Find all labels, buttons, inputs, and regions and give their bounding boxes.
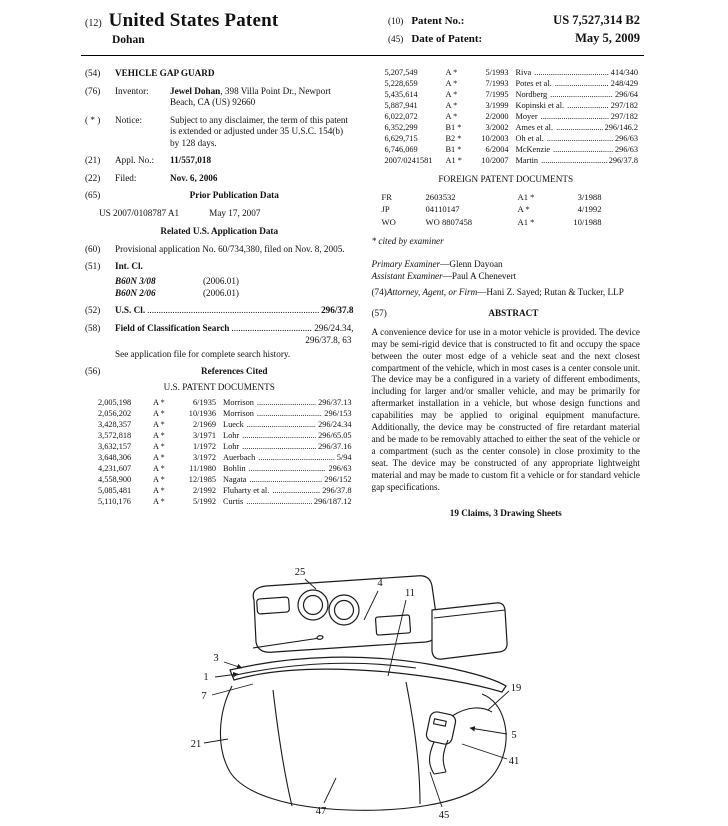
date-of-patent-label: Date of Patent: [411,33,483,45]
citation-row [385,101,639,112]
appl-no-value: 11/557,018 [170,155,212,165]
citation-kind: A * [445,111,458,121]
citation-date: 1/1972 [192,442,216,452]
int-cl-list [85,275,354,300]
primary-examiner-line [372,258,641,270]
citation-class: 414/340 [610,68,638,77]
dot-leader [541,112,609,123]
cup-holder-right-inner [335,601,354,620]
citation-name: Nordberg [515,89,548,99]
foreign-kind: A1 * [517,191,535,202]
us-cl-value: 296/37.8 [321,305,354,316]
leader-5 [470,728,507,734]
figure-callout-3: 3 [213,653,219,664]
patent-drawing [158,558,582,822]
citation-date: 3/1972 [192,453,216,463]
citation-name: Riva [515,68,532,77]
field-search-value-1: 296/24.34, [314,322,354,333]
citation-row [385,79,639,90]
citation-kind: A * [153,398,165,408]
related-application-heading: Related U.S. Application Data [160,226,279,236]
header-right [388,10,640,49]
citation-date: 2/1969 [192,420,216,430]
citation-class: 296/146.2 [604,122,638,132]
figure-callout-19: 19 [510,683,522,694]
foreign-number: 2603532 [425,191,456,202]
figure-callout-1: 1 [203,672,209,683]
search-history-note: See application file for complete search history. [115,348,291,359]
attorney-line [372,287,641,299]
seat-outline [220,686,506,810]
dot-leader [541,156,607,167]
citation-class: 5/94 [336,453,352,463]
citation-number: 5,228,659 [384,78,418,88]
citation-class: 296/153 [324,409,352,419]
citation-class: 296/37.13 [318,398,352,408]
dot-leader [272,486,320,497]
citation-date: 2/2000 [485,111,509,121]
citation-class: 296/24.34 [318,420,352,430]
foreign-number: WO 8807458 [425,216,473,227]
belt-strap-right-edge [443,740,448,772]
belt-strap-left-edge [430,742,435,774]
dot-leader [555,79,609,90]
citation-kind: A * [153,420,165,430]
dot-leader [257,398,316,409]
dot-leader [231,323,312,335]
field-search-value-2: 296/37.8, 63 [305,335,352,346]
foreign-date: 3/1988 [577,191,602,202]
provisional-application-text: Provisional application No. 60/734,380, filed on Nov. 8, 2005. [115,243,345,254]
citation-date: 11/1980 [189,463,216,473]
leader-3 [224,662,242,668]
citation-date: 12/1985 [188,474,216,484]
citation-row [98,453,352,464]
citation-kind: A * [153,485,165,495]
citation-number: 2,056,202 [98,409,132,419]
dot-leader [556,123,603,134]
citation-row [98,409,352,420]
code-52: (52) [85,305,101,316]
ink-code-12: (12) [85,18,102,29]
citation-row [385,145,639,156]
citation-class: 296/64 [614,89,638,99]
us-cl-label: U.S. Cl. [115,305,146,316]
citation-kind: A * [445,78,458,88]
invention-title: VEHICLE GAP GUARD [115,68,215,78]
figure-callout-21: 21 [190,739,202,750]
foreign-citation-row [382,203,641,215]
code-74: (74) [371,286,387,297]
citation-date: 6/2004 [485,144,509,154]
us-citations-left [85,398,354,507]
inventor-label: Inventor: [115,85,149,96]
foreign-number: 04110147 [425,204,460,215]
code-54: (54) [85,68,101,78]
citation-class: 296/65.05 [318,431,352,441]
citation-class: 297/182 [610,100,638,110]
notice-label: Notice: [115,114,143,125]
citation-number: 3,572,818 [98,431,132,441]
citation-name: Moyer [515,111,538,121]
leader-7 [212,684,253,695]
citation-name: Morrison [223,409,254,419]
citation-row [385,68,639,79]
figure-callout-45: 45 [438,810,450,821]
publication-date: May 17, 2007 [209,207,261,218]
dot-leader [257,409,322,420]
figure-callout-41: 41 [508,756,520,767]
citation-number: 5,435,614 [384,89,418,99]
inventor-surname: Dohan [112,34,145,46]
citation-date: 3/1971 [192,431,216,441]
citation-kind: A * [445,68,458,77]
citation-row [385,134,639,145]
citation-kind: A * [445,100,458,110]
citation-date: 5/1992 [192,496,216,506]
dash: — [477,286,487,297]
dot-leader [553,145,613,156]
us-patent-documents-heading: U.S. PATENT DOCUMENTS [163,381,275,392]
citation-kind: A * [445,89,458,99]
foreign-date: 10/1988 [573,216,602,227]
citation-number: 3,648,306 [98,453,132,463]
citation-date: 10/2007 [481,155,509,165]
gap-guard-device [230,657,506,692]
dot-leader [534,68,609,79]
code-60: (60) [85,243,101,254]
assistant-examiner-name: Paul A Chenevert [451,271,517,282]
cited-by-examiner-note: * cited by examiner [371,236,444,247]
int-cl-version: (2006.01) [203,287,239,298]
belt-strap-end [434,772,446,774]
foreign-documents-heading: FOREIGN PATENT DOCUMENTS [438,174,574,185]
citation-class: 248/429 [610,78,638,88]
citation-row [98,420,352,431]
citation-kind: A * [153,463,165,473]
primary-examiner-label: Primary Examiner [371,258,441,269]
citation-date: 5/1993 [485,68,509,77]
citation-row [98,475,352,486]
code-51: (51) [85,261,101,271]
citation-number: 6,352,299 [384,122,418,132]
code-56: (56) [85,366,101,377]
abstract-text: A convenience device for use in a motor vehicle is provided. The device may be semi-rigid device that is constructed to fit and occupy the space between the outer most edge of a vehicle seat and the next closest compartment of the vehicle, which in most cases is a center console unit. The device may be a configured in a variety of different embodiments, including for larger and/or smaller vehicle, and may be primarily for aftermarket installation in a vehicle, but whose design functions and capabilities may be applied to original equipment manufacture. Additionally, the device may be constructed of fire retardant material and be made to be removably attached to either the seat of the vehicle or a compartment (such as the center console) in close proximity to the seat. The device may be constructed of any appropriate lightweight material and may be made to custom fit a vehicle or for standard vehicle gap specifications. [371,326,640,493]
foreign-citations [372,191,641,228]
claims-note: 19 Claims, 3 Drawing Sheets [449,507,562,518]
figure-callout-7: 7 [201,691,207,702]
patent-no-label: Patent No.: [411,15,465,27]
dot-leader [547,134,613,145]
citation-name: Ames et al. [515,122,554,132]
citation-class: 296/37.8 [322,485,352,495]
citation-number: 5,110,176 [98,496,131,506]
citation-kind: A * [153,409,165,419]
code-58: (58) [85,322,101,333]
citation-row [98,497,352,508]
int-cl-class: B60N 3/08 [115,275,156,286]
citation-date: 10/2003 [481,133,509,143]
citation-class: 296/63 [328,463,352,473]
citation-number: 4,231,607 [98,463,132,473]
citation-name: Potes et al. [515,78,552,88]
citation-number: 5,887,941 [384,100,418,110]
figure-callout-25: 25 [294,567,306,578]
citation-row [98,464,352,475]
citation-name: Curtis [223,496,244,506]
citation-kind: A1 * [445,155,462,165]
citation-date: 7/1995 [485,89,509,99]
dot-leader [258,453,334,464]
assistant-examiner-line [372,270,641,282]
foreign-citation-row [382,191,641,203]
date-of-patent: May 5, 2009 [575,31,640,45]
citation-kind: B1 * [445,144,462,154]
foreign-citation-row [382,216,641,228]
filed-label: Filed: [115,172,137,183]
citation-row [98,486,352,497]
console-shifter-bezel [257,597,290,614]
figure-callout-47: 47 [315,806,327,817]
inventor-name: Jewel Dohan [170,85,221,96]
citation-row [98,442,352,453]
citation-row [98,431,352,442]
citation-date: 6/1935 [192,398,216,408]
leader-41 [462,744,507,759]
citation-date: 10/1936 [188,409,216,419]
int-cl-version: (2006.01) [203,275,239,286]
citation-name: Auerbach [223,453,256,463]
citation-name: Bohlin [223,463,246,473]
notice-text: Subject to any disclaimer, the term of this patent is extended or adjusted under 35 U.S.C. 154(b) by 128 days. [170,114,348,148]
dot-leader [242,431,316,442]
code-notice: ( * ) [85,114,101,125]
dot-leader [567,101,609,112]
citation-name: Oh et al. [515,133,544,143]
figure-callout-5: 5 [511,730,517,741]
citation-number: 5,207,549 [384,68,418,77]
citation-number: 2007/0241581 [384,155,433,165]
citation-name: Lohr [223,442,240,452]
foreign-country: JP [381,204,390,215]
ink-code-45: (45) [388,34,404,44]
figure-callout-4: 4 [377,578,383,589]
citation-class: 296/37.16 [318,442,352,452]
abstract-heading: ABSTRACT [488,308,539,319]
dot-leader [550,90,613,101]
code-76: (76) [85,85,101,96]
citation-row [385,112,639,123]
header-rule [81,55,644,56]
leader-47 [324,778,336,803]
attorney-name: Hani Z. Sayed; Rutan & Tucker, LLP [486,286,624,297]
citation-number: 6,629,715 [384,133,418,143]
foreign-date: 4/1992 [577,204,602,215]
belt-webbing [452,708,492,716]
dash: — [442,271,452,282]
citation-kind: B2 * [445,133,462,143]
leader-45 [430,772,442,807]
citation-number: 2,005,198 [98,398,132,408]
inventor-address: , 398 Villa Point Dr., Newport Beach, CA (US) 92660 [170,85,331,107]
seat-seam-right [406,682,420,804]
code-57: (57) [371,308,387,319]
console-tray [375,615,410,635]
foreign-country: FR [381,191,393,202]
primary-examiner-name: Glenn Dayoan [449,258,503,269]
citation-name: Fluharty et al. [223,485,270,495]
citation-row [385,156,639,167]
inventor-value [170,86,354,109]
foreign-kind: A * [517,204,530,215]
citation-date: 3/1999 [485,100,509,110]
citation-kind: A * [153,474,165,484]
int-cl-class: B60N 2/06 [115,287,156,298]
citation-number: 6,746,069 [384,144,418,154]
appl-no-label: Appl. No.: [115,155,155,165]
int-cl-row [85,275,354,287]
citation-kind: A * [153,453,165,463]
foreign-country: WO [381,216,396,227]
dash: — [440,258,450,269]
leader-21 [204,739,228,743]
citation-name: Lueck [223,420,244,430]
citation-kind: A * [153,496,165,506]
vehicle-gap-guard-figure [158,558,582,822]
assistant-examiner-label: Assistant Examiner [371,271,443,282]
citation-class: 297/182 [610,111,638,121]
prior-publication-heading: Prior Publication Data [189,190,279,200]
citation-number: 3,428,357 [98,420,132,430]
references-cited-heading: References Cited [201,366,268,377]
dot-leader [249,464,327,475]
citation-row [98,398,352,409]
citation-number: 4,558,900 [98,474,132,484]
dot-leader [147,305,319,317]
dot-leader [247,420,316,431]
citation-kind: A * [153,431,165,441]
dot-leader [250,475,323,486]
prior-publication-data [85,208,354,220]
citation-kind: A * [153,442,165,452]
citation-row [385,90,639,101]
seat-seam-left [273,690,292,806]
dot-leader [242,442,316,453]
citation-name: Nagata [223,474,247,484]
citation-class: 296/63 [614,133,638,143]
citation-number: 5,085,481 [98,485,132,495]
attorney-label: Attorney, Agent, or Firm [386,286,478,297]
code-21: (21) [85,155,101,165]
citation-name: Kopinski et al. [515,100,565,110]
left-column [85,68,354,519]
citation-name: McKenzie [515,144,551,154]
citation-date: 3/2002 [485,122,509,132]
citation-name: Morrison [223,398,254,408]
foreign-kind: A1 * [517,216,535,227]
field-search-label: Field of Classification Search [115,322,230,333]
citation-number: 3,632,157 [98,442,132,452]
int-cl-row [85,287,354,299]
citation-row [385,123,639,134]
us-citations-right [372,68,641,166]
citation-name: Lohr [223,431,240,441]
citation-class: 296/187.12 [313,496,352,506]
citation-class: 296/152 [324,474,352,484]
figure-callout-11: 11 [404,588,416,599]
pen-tip [317,635,323,639]
header [85,10,640,49]
ink-code-10: (10) [388,16,404,26]
right-column [372,68,641,519]
citation-date: 2/1992 [192,485,216,495]
int-cl-heading: Int. Cl. [115,261,143,271]
publication-number: US 2007/0108787 A1 [99,207,180,218]
citation-class: 296/37.8 [608,155,638,165]
citation-class: 296/63 [614,144,638,154]
citation-name: Martin [515,155,539,165]
header-left [85,10,278,46]
patent-number: US 7,527,314 B2 [553,13,640,27]
filed-value: Nov. 6, 2006 [170,172,218,183]
citation-number: 6,022,072 [384,111,418,121]
body-columns [85,68,640,519]
code-65: (65) [85,190,101,200]
citation-kind: B1 * [445,122,462,132]
page-title: United States Patent [108,10,279,31]
dot-leader [246,497,312,508]
citation-date: 7/1993 [485,78,509,88]
code-22: (22) [85,172,101,183]
cup-holder-left-inner [304,596,323,615]
